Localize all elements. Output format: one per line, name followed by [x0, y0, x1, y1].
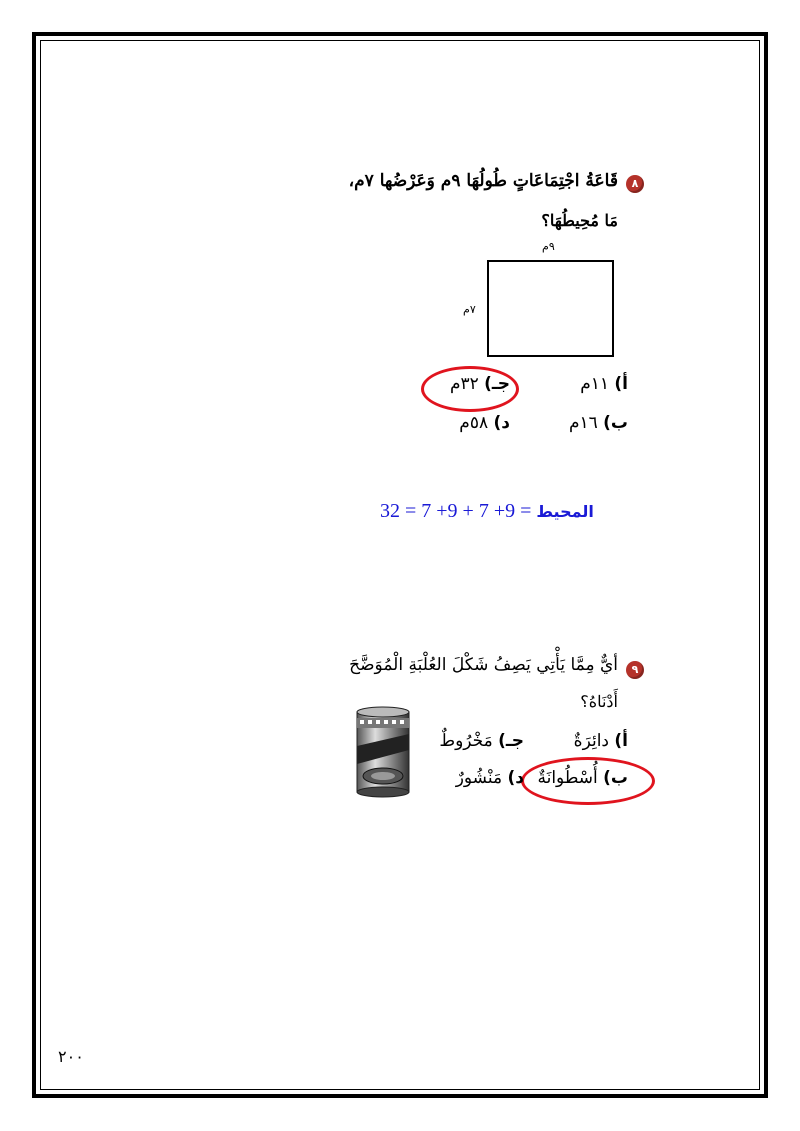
- question-8-text-line1: قَاعَةُ اجْتِمَاعَاتٍ طُولُهَا ٩م وَعَرْضُها ٧م،: [348, 171, 618, 191]
- q8-option-c-letter: جـ): [484, 374, 510, 394]
- q8-option-d-letter: د): [493, 413, 510, 433]
- q9-option-d: [456, 768, 524, 788]
- q8-option-a-text: ١١م: [580, 374, 609, 394]
- q8-option-a-letter: أ): [614, 374, 628, 394]
- q8-option-b-letter: ب): [603, 413, 628, 433]
- rectangle-diagram: [487, 260, 614, 357]
- q9-option-a: [574, 731, 628, 751]
- q9-option-c-text: مَخْرُوطٌ: [439, 731, 493, 751]
- q9-option-d-text: مَنْشُورٌ: [455, 768, 503, 788]
- q9-option-b-text: أُسْطُوانَةٌ: [537, 768, 598, 788]
- q9-option-d-letter: د): [507, 768, 524, 788]
- question-8-text-line2: مَا مُحِيطُهَا؟: [541, 211, 618, 230]
- question-9-text-line1: أيٌّ مِمَّا يَأْتِي يَصِفُ شَكْلَ العُلْبَةِ الْمُوَضَّحَ: [349, 655, 618, 675]
- perimeter-formula: [380, 500, 594, 523]
- q9-option-b-letter: ب): [603, 768, 628, 788]
- q8-option-b-text: ١٦م: [568, 413, 598, 433]
- correct-answer-circle-q9: [521, 757, 655, 805]
- q9-option-a-text: دائِرَةٌ: [573, 731, 609, 751]
- rectangle-top-label: ٩م: [542, 240, 555, 253]
- q8-option-c-text: ٣٢م: [449, 374, 479, 394]
- q9-option-c: [439, 731, 524, 751]
- q8-option-a: [580, 374, 628, 394]
- q9-option-a-letter: أ): [614, 731, 628, 751]
- page-border-inner: [40, 40, 760, 1090]
- formula-equation: 32 = 7 +9 + 7 +9 =: [380, 500, 532, 522]
- q8-option-d: [459, 413, 510, 433]
- page-number: ٢٠٠: [58, 1047, 84, 1066]
- q9-option-c-letter: جـ): [498, 731, 524, 751]
- formula-word: المحيط: [536, 502, 594, 521]
- question-9-number-badge: ٩: [626, 661, 644, 679]
- q8-option-d-text: ٥٨م: [459, 413, 489, 433]
- question-9-text-line2: أَدْنَاهُ؟: [580, 692, 618, 711]
- can-image: [354, 706, 412, 798]
- rectangle-side-label: ٧م: [463, 303, 476, 316]
- q8-option-b: [569, 413, 628, 433]
- question-8-number-badge: ٨: [626, 175, 644, 193]
- correct-answer-circle-q8: [421, 366, 519, 412]
